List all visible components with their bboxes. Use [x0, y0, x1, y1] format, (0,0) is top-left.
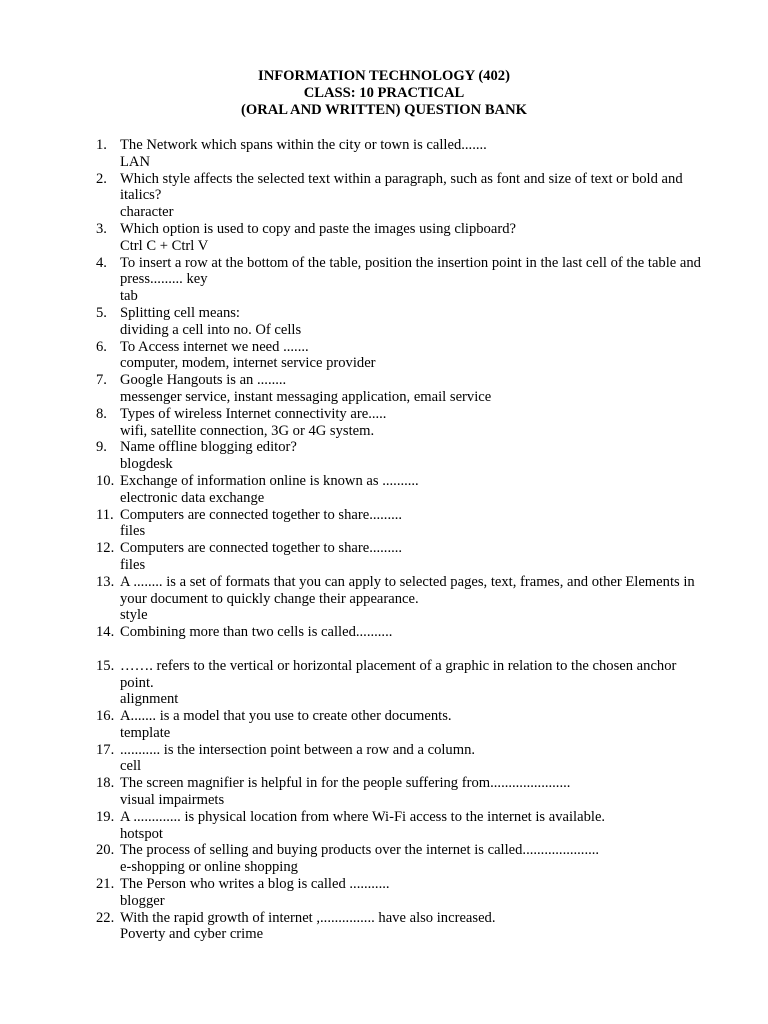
- question-item: [0, 255, 710, 305]
- answer-text: computer, modem, internet service provider: [120, 355, 376, 372]
- question-text: Computers are connected together to share.........: [120, 540, 403, 557]
- question-text: Name offline blogging editor?: [120, 439, 297, 456]
- question-item: [0, 775, 710, 809]
- question-item: [0, 339, 710, 373]
- question-number: 10.: [96, 472, 115, 489]
- question-number: 12.: [96, 540, 115, 557]
- question-text: Combining more than two cells is called..........: [120, 624, 393, 641]
- question-number: 11.: [96, 506, 114, 523]
- question-number: 13.: [96, 573, 115, 590]
- question-item: [0, 658, 710, 708]
- question-item: [0, 439, 710, 473]
- question-item: [0, 708, 710, 742]
- question-number: 17.: [96, 741, 115, 758]
- answer-text: messenger service, instant messaging application, email service: [120, 388, 492, 405]
- question-text: A....... is a model that you use to create other documents.: [120, 708, 452, 725]
- question-item: [0, 372, 710, 406]
- question-text: ……. refers to the vertical or horizontal placement of a graphic in relation to the chosen anchor point.: [120, 657, 677, 691]
- question-item: [0, 473, 710, 507]
- question-item: [0, 305, 710, 339]
- question-item: [0, 574, 710, 624]
- question-number: 9.: [96, 439, 107, 456]
- answer-text: visual impairmets: [120, 792, 225, 809]
- answer-text: style: [120, 607, 148, 624]
- question-number: 18.: [96, 775, 115, 792]
- answer-text: hotspot: [120, 825, 163, 842]
- header-title: INFORMATION TECHNOLOGY (402): [258, 68, 510, 84]
- question-text: A ........ is a set of formats that you can apply to selected pages, text, frames, and other Elements in your document to quickly change their appearance.: [120, 573, 695, 607]
- question-text: Which style affects the selected text within a paragraph, such as font and size of text or bold and italics?: [120, 170, 683, 204]
- question-text: The Person who writes a blog is called ...........: [120, 876, 390, 893]
- question-text: Google Hangouts is an ........: [120, 372, 287, 389]
- question-number: 1.: [96, 137, 107, 153]
- question-number: 15.: [96, 657, 115, 674]
- question-number: 6.: [96, 338, 107, 355]
- question-number: 14.: [96, 624, 115, 641]
- question-item: [0, 910, 710, 944]
- document-header: [0, 68, 768, 119]
- answer-text: files: [120, 556, 146, 573]
- question-number: 19.: [96, 808, 115, 825]
- question-item: [0, 624, 710, 658]
- answer-text: dividing a cell into no. Of cells: [120, 321, 302, 338]
- question-text: The process of selling and buying products over the internet is called.....................: [120, 842, 600, 859]
- question-item: [0, 137, 710, 171]
- question-number: 8.: [96, 405, 107, 422]
- question-text: Splitting cell means:: [120, 304, 240, 321]
- question-text: The Network which spans within the city or town is called.......: [120, 137, 487, 153]
- question-text: Computers are connected together to share.........: [120, 506, 403, 523]
- question-text: Exchange of information online is known as ..........: [120, 472, 419, 489]
- question-text: With the rapid growth of internet ,............... have also increased.: [120, 909, 496, 926]
- question-text: The screen magnifier is helpful in for the people suffering from......................: [120, 775, 571, 792]
- header-class: CLASS: 10 PRACTICAL: [303, 85, 465, 101]
- question-number: 7.: [96, 372, 107, 389]
- question-item: [0, 742, 710, 776]
- answer-text: cell: [120, 758, 142, 775]
- answer-text: Ctrl C + Ctrl V: [120, 237, 209, 254]
- answer-text: e-shopping or online shopping: [120, 859, 298, 876]
- question-number: 16.: [96, 708, 115, 725]
- answer-text: tab: [120, 288, 138, 305]
- answer-text: files: [120, 523, 146, 540]
- question-number: 22.: [96, 909, 115, 926]
- answer-text: electronic data exchange: [120, 489, 265, 506]
- question-list: [0, 137, 768, 943]
- question-text: To Access internet we need .......: [120, 338, 309, 355]
- question-item: [0, 876, 710, 910]
- answer-text: character: [120, 204, 174, 221]
- question-item: [0, 842, 710, 876]
- question-text: Types of wireless Internet connectivity are.....: [120, 405, 387, 422]
- answer-text: Poverty and cyber crime: [120, 926, 264, 943]
- question-item: [0, 406, 710, 440]
- question-number: 20.: [96, 842, 115, 859]
- answer-text: blogger: [120, 892, 165, 909]
- answer-text: template: [120, 724, 171, 741]
- question-number: 3.: [96, 220, 107, 237]
- question-number: 4.: [96, 254, 107, 271]
- answer-text: alignment: [120, 691, 179, 708]
- question-text: To insert a row at the bottom of the table, position the insertion point in the last cell of the table and press......... key: [120, 254, 701, 288]
- question-item: [0, 171, 710, 221]
- question-text: A ............. is physical location from where Wi-Fi access to the internet is available.: [120, 808, 606, 825]
- question-number: 5.: [96, 304, 107, 321]
- question-text: Which option is used to copy and paste the images using clipboard?: [120, 220, 516, 237]
- question-number: 2.: [96, 170, 107, 187]
- answer-text: [120, 641, 710, 658]
- question-number: 21.: [96, 876, 115, 893]
- answer-text: blogdesk: [120, 456, 173, 473]
- answer-text: LAN: [120, 153, 150, 170]
- question-item: [0, 221, 710, 255]
- answer-text: wifi, satellite connection, 3G or 4G system.: [120, 422, 375, 439]
- question-item: [0, 540, 710, 574]
- question-item: [0, 809, 710, 843]
- header-subtitle: (ORAL AND WRITTEN) QUESTION BANK: [241, 102, 527, 118]
- question-text: ........... is the intersection point between a row and a column.: [120, 741, 476, 758]
- question-item: [0, 507, 710, 541]
